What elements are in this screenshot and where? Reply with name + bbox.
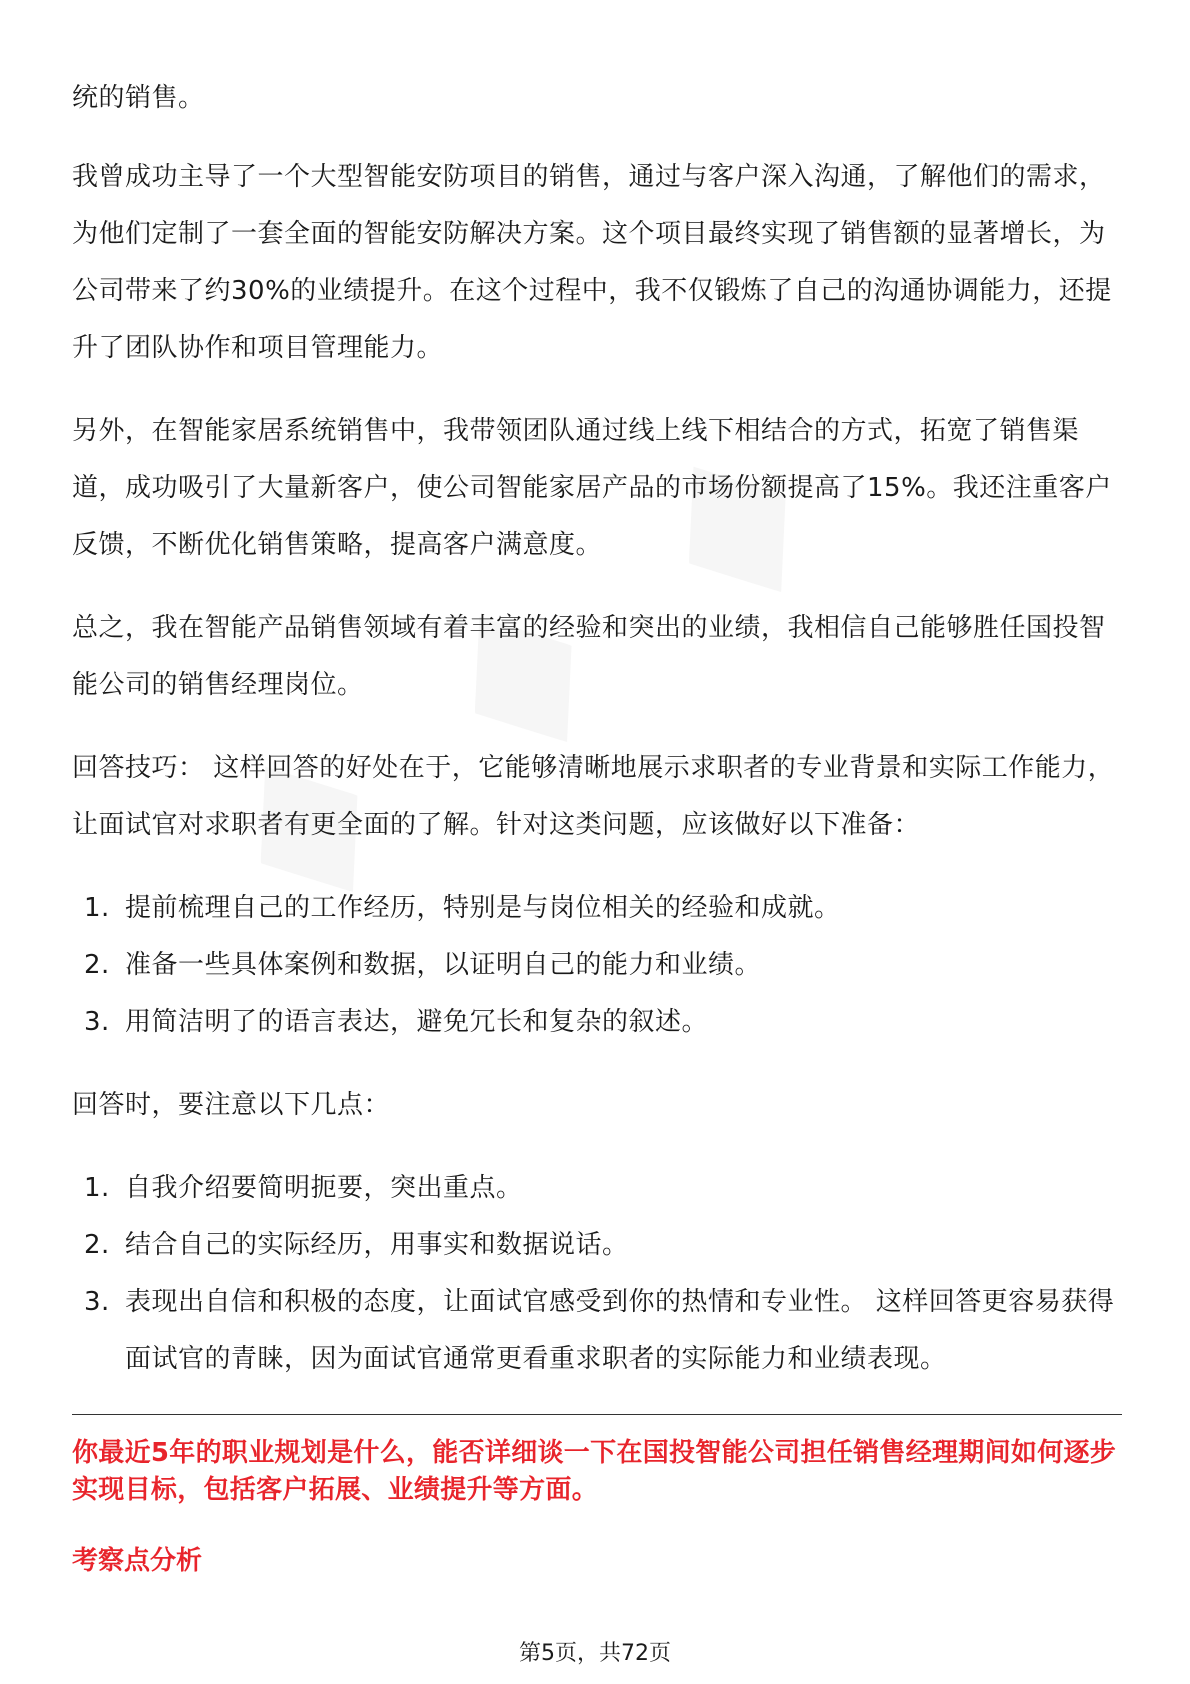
paragraph-answer-tips: 回答技巧： 这样回答的好处在于，它能够清晰地展示求职者的专业背景和实际工作能力，让面试官对求职者有更全面的了解。针对这类问题，应该做好以下准备： [72,753,1115,840]
paragraph-smart-home: 另外，在智能家居系统销售中，我带领团队通过线上线下相结合的方式，拓宽了销售渠道，成功吸引了大量新客户，使公司智能家居产品的市场份额提高了15%。我还注重客户反馈，不断优化销售策略，提高客户满意度。 [72,416,1112,560]
list-item: 1. 自我介绍要简明扼要，突出重点。 [84,1173,523,1203]
section-title: 考察点分析 [72,1546,203,1576]
interview-question: 你最近5年的职业规划是什么，能否详细谈一下在国投智能公司担任销售经理期间如何逐步实现目标，包括客户拓展、业绩提升等方面。 [72,1438,1117,1505]
preparation-list [72,880,1122,1051]
page-footer: 第5页，共72页 [519,1641,671,1666]
list-item: 2. 结合自己的实际经历，用事实和数据说话。 [84,1230,629,1260]
paragraph-attention-points: 回答时，要注意以下几点： [72,1090,391,1120]
document-body [72,70,1122,1580]
paragraph-summary: 总之，我在智能产品销售领域有着丰富的经验和突出的业绩，我相信自己能够胜任国投智能公司的销售经理岗位。 [72,613,1106,700]
paragraph-security-project: 我曾成功主导了一个大型智能安防项目的销售，通过与客户深入沟通，了解他们的需求，为他们定制了一套全面的智能安防解决方案。这个项目最终实现了销售额的显著增长，为公司带来了约30%的业绩提升。在这个过程中，我不仅锻炼了自己的沟通协调能力，还提升了团队协作和项目管理能力。 [72,162,1112,363]
list-item: 3. 表现出自信和积极的态度，让面试官感受到你的热情和专业性。 这样回答更容易获得面试官的青睐，因为面试官通常更看重求职者的实际能力和业绩表现。 [84,1287,1115,1374]
attention-list [72,1160,1122,1388]
list-item: 1. 提前梳理自己的工作经历，特别是与岗位相关的经验和成就。 [84,893,841,923]
paragraph-continuation: 统的销售。 [72,83,205,113]
divider [72,1414,1122,1415]
list-item: 2. 准备一些具体案例和数据，以证明自己的能力和业绩。 [84,950,762,980]
list-item: 3. 用简洁明了的语言表达，避免冗长和复杂的叙述。 [84,1007,709,1037]
